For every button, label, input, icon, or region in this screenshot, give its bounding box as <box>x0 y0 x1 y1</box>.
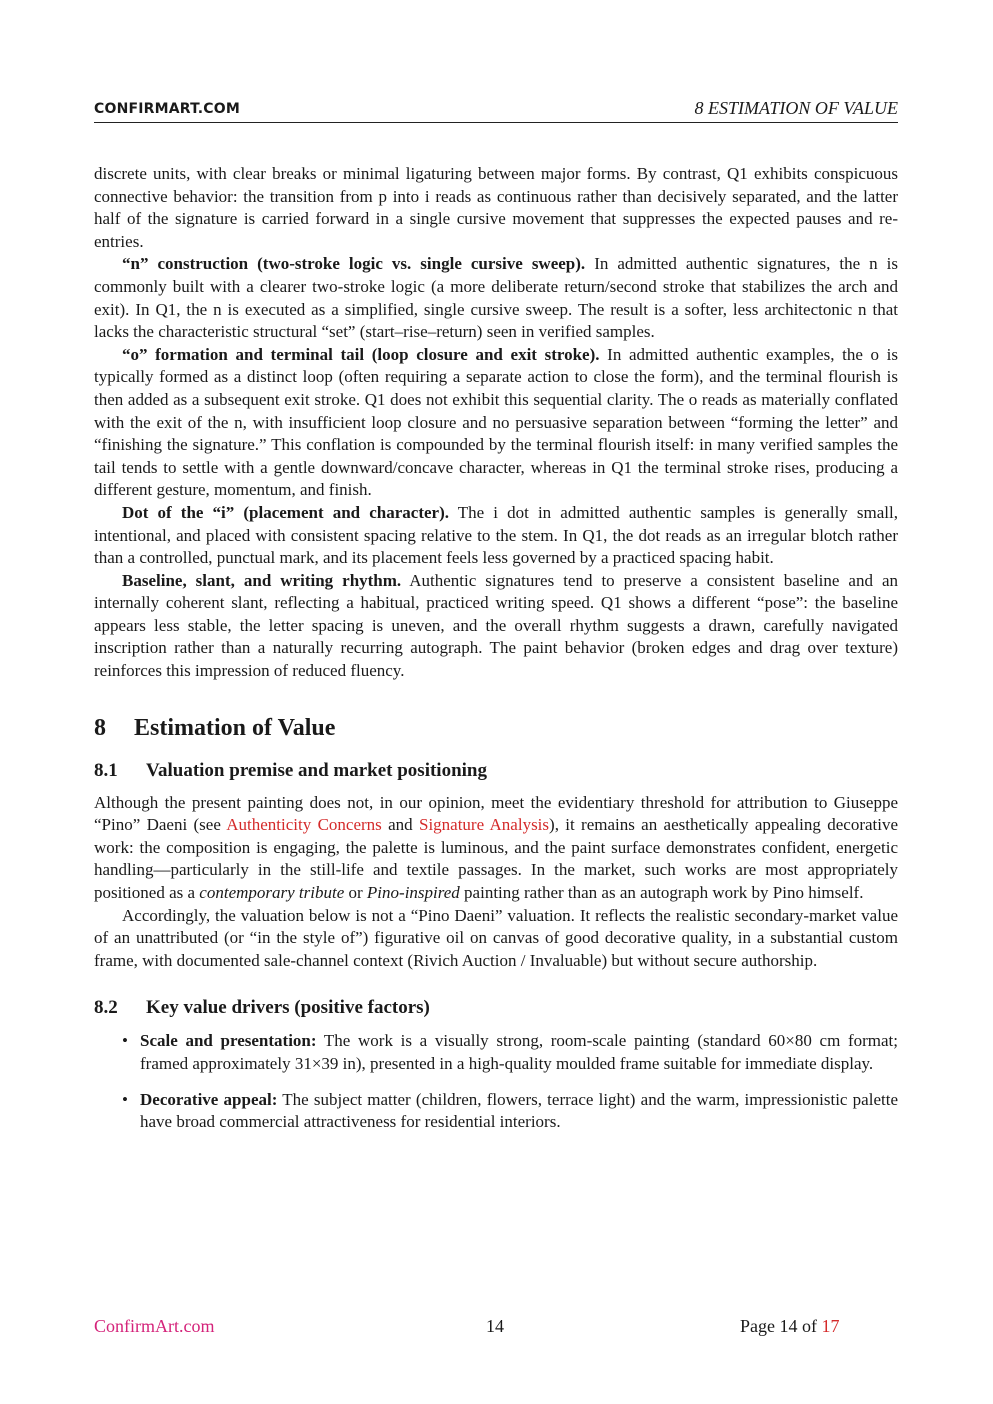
running-header <box>94 98 898 123</box>
subsection-title: Valuation premise and market positioning <box>146 759 487 781</box>
subsection-number: 8.1 <box>94 759 118 781</box>
list-item-text: The subject matter (children, flowers, terrace light) and the warm, impressionistic palette have broad commercial attractiveness for residential interiors. <box>140 1089 898 1132</box>
text-run: or <box>348 883 363 903</box>
bullet-icon: • <box>122 1031 128 1051</box>
paragraph-text: The i dot in admitted authentic samples is generally small, intentional, and placed with consistent spacing relative to the stem. In Q1, the dot reads as an irregular blotch rather than a controlled, punctual mark, and its placement feels less governed by a practiced spacing habit. <box>94 502 898 568</box>
valuation-premise-paragraph <box>94 792 898 905</box>
paragraph-n-construction <box>94 253 898 343</box>
subsection-title: Key value drivers (positive factors) <box>146 997 430 1019</box>
footer-page-count <box>740 1316 839 1337</box>
main-content <box>94 163 898 1147</box>
list-item <box>94 1089 898 1134</box>
footer-site-link[interactable]: ConfirmArt.com <box>94 1316 215 1336</box>
list-item-label: Scale and presentation: <box>140 1031 317 1051</box>
section-title: Estimation of Value <box>134 714 336 741</box>
bullet-icon: • <box>122 1089 128 1109</box>
section-heading <box>94 713 898 743</box>
paragraph-heading: Dot of the “i” (placement and character). <box>122 502 449 522</box>
list-item-text: The work is a visually strong, room-scale painting (standard 60×80 cm format; framed approximately 31×39 in), presented in a high-quality moulded frame suitable for immediate display. <box>140 1031 899 1073</box>
emphasis-text: contemporary tribute <box>199 883 345 903</box>
value-drivers-list <box>94 1030 898 1133</box>
paragraph-heading: Baseline, slant, and writing rhythm. <box>122 570 402 590</box>
paragraph-heading: “o” formation and terminal tail (loop closure and exit stroke). <box>122 344 600 364</box>
footer-page-number: 14 <box>486 1316 504 1336</box>
intro-paragraph: discrete units, with clear breaks or minimal ligaturing between major forms. By contrast, Q1 exhibits conspicuous connective behavior: the transition from p into i reads as continuous rather than decisively separated, and the latter half of the signature is carried forward in a single cursive movement that suppresses the expected pauses and re-entries. <box>94 164 898 251</box>
section-number: 8 <box>94 714 106 741</box>
paragraph-text: In admitted authentic signatures, the n is commonly built with a clearer two-stroke logic (a more deliberate return/second stroke that stabilizes the arch and exit). In Q1, the n is executed as a simplified, single cursive sweep. The result is a softer, less architectonic n that lacks the characteristic structural “set” (start–rise–return) seen in verified samples. <box>94 254 898 342</box>
signature-analysis-link[interactable]: Signature Analysis <box>418 815 550 835</box>
subsection-number: 8.2 <box>94 997 118 1019</box>
text-run: and <box>388 815 413 835</box>
total-pages-link[interactable]: 17 <box>821 1316 840 1336</box>
authenticity-concerns-link[interactable]: Authenticity Concerns <box>226 815 382 835</box>
paragraph-i-dot <box>94 502 898 570</box>
text-run: ), it remains an aesthetically appealing decorative work: the composition is engaging, the palette is luminous, and the paint surface demonstrates confident, energetic handling—particularly in the still-life and textile passages. In the market, such works are most appropriately positioned as a <box>94 815 899 903</box>
page-of-label: Page 14 of <box>740 1316 817 1336</box>
running-section-title: 8 ESTIMATION OF VALUE <box>694 98 898 118</box>
paragraph-heading: “n” construction (two-stroke logic vs. single cursive sweep). <box>122 254 586 274</box>
paragraph-baseline <box>94 570 898 683</box>
paragraph-text: In admitted authentic examples, the o is typically formed as a distinct loop (often requiring a separate action to close the form), and the terminal flourish is then added as a subsequent exit stroke. Q1 does not exhibit this sequential clarity. The o reads as materially conflated with the exit of the n, with insufficient loop closure and no persuasive separation between “forming the letter” and “finishing the signature.” This conflation is compounded by the terminal flourish itself: in many verified samples the tail tends to settle with a gentle downward/concave character, whereas in Q1 the terminal stroke rises, producing a different gesture, momentum, and finish. <box>94 344 898 500</box>
subsection-heading-8-1 <box>94 759 898 783</box>
paragraph-text: Authentic signatures tend to preserve a consistent baseline and an internally coherent slant, reflecting a habitual, practiced writing speed. Q1 shows a different “pose”: the baseline appears less stable, the letter spacing is uneven, and the overall rhythm suggests a drawn, carefully navigated inscription rather than a naturally recurring autograph. The paint behavior (broken edges and drag over texture) reinforces this impression of reduced fluency. <box>94 570 899 681</box>
subsection-heading-8-2 <box>94 996 898 1020</box>
brand-logo: CONFIRMART.COM <box>94 101 241 117</box>
list-item <box>94 1030 898 1075</box>
list-item-label: Decorative appeal: <box>140 1089 278 1109</box>
valuation-basis-paragraph: Accordingly, the valuation below is not a “Pino Daeni” valuation. It reflects the realistic secondary-market value of an unattributed (or “in the style of”) figurative oil on canvas of good decorative quality, in a substantial custom frame, with documented sale-channel context (Rivich Auction / Invaluable) but without secure authorship. <box>94 905 898 970</box>
emphasis-text: Pino-inspired <box>366 883 460 903</box>
paragraph-o-formation <box>94 344 898 502</box>
text-run: Although the present painting does not, in our opinion, meet the evidentiary threshold for attribution to Giuseppe “Pino” Daeni (see <box>94 792 898 835</box>
text-run: painting rather than as an autograph work by Pino himself. <box>464 883 864 903</box>
